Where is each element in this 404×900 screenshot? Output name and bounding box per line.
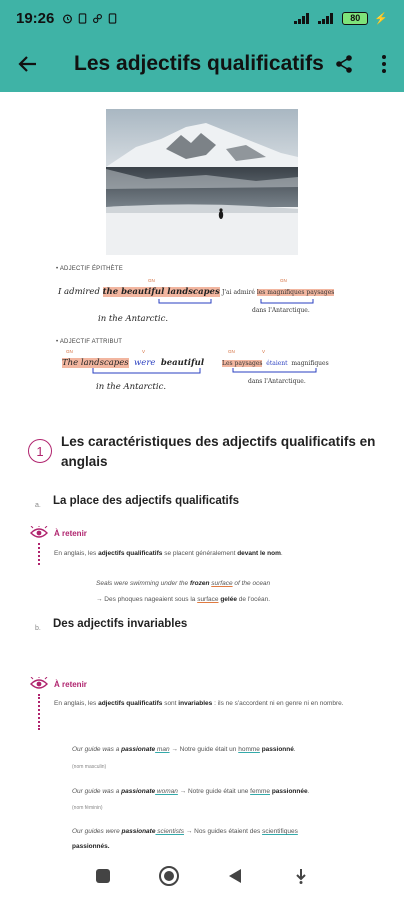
tag-v-2: V [262,349,266,354]
recents-button[interactable] [83,856,123,896]
example-epithete-fr-line2: dans l'Antarctique. [252,307,310,314]
subsection-letter-a: a. [35,502,41,509]
example-attribut-fr-line2: dans l'Antarctique. [248,378,306,385]
retenir-header-2 [30,677,87,691]
download-arrow-icon [294,868,308,884]
label-epithete: • ADJECTIF ÉPITHÈTE [56,266,123,272]
signal-icon-2 [318,13,336,24]
example-scientists-line2: passionnés. [72,843,110,850]
subsection-title-a: La place des adjectifs qualificatifs [53,495,239,507]
status-time: 19:26 [16,9,55,27]
example-attribut-en: The landscapes were beautiful [62,358,205,368]
more-options-button[interactable] [364,36,404,92]
page-title: Les adjectifs qualificatifs [74,52,324,75]
status-bar [0,0,404,36]
share-button[interactable] [324,36,364,92]
retenir-label-1: À retenir [54,528,87,538]
alarm-icon [62,13,73,24]
lesson-content[interactable] [0,92,404,852]
tag-v-1: V [142,349,146,354]
battery-level: 80 [342,12,368,25]
antarctic-landscape-image [106,109,298,255]
square-recents-icon [95,868,111,884]
circle-home-icon [158,865,180,887]
adjective-position-diagram [52,262,362,402]
sim-icon [78,13,87,24]
charging-icon: ⚡ [374,12,388,25]
status-notification-icons [62,13,117,24]
example-epithete-en: I admired the beautiful landscapes [58,287,220,297]
example-frozen-fr: → Des phoques nageaient sous la surface gelée de l'océan. [96,596,270,603]
tag-gn-2: GN [280,278,287,283]
note-masculin: (nom masculin) [72,764,107,770]
more-vert-icon [381,54,387,74]
example-man: Our guide was a passionate man → Notre guide était un homme passionné. [72,746,296,753]
example-epithete-en-line2: in the Antarctic. [98,314,169,324]
bracket-2 [260,299,315,305]
bracket-1 [158,299,213,305]
home-button[interactable] [149,856,189,896]
arrow-left-icon [18,54,38,74]
back-button[interactable] [0,36,56,92]
bracket-3 [92,368,202,376]
rule-invariable-text: En anglais, les adjectifs qualificatifs sont invariables : ils ne s'accordent ni en genre ni en nombre. [54,700,344,707]
rule-placement-text: En anglais, les adjectifs qualificatifs se placent généralement devant le nom. [54,550,283,557]
example-woman: Our guide was a passionate woman → Notre guide était une femme passionnée. [72,788,310,795]
status-system-icons [294,12,388,25]
bracket-4 [232,368,318,374]
label-attribut: • ADJECTIF ATTRIBUT [56,339,123,345]
tag-gn-3: GN [66,349,73,354]
link-icon [92,13,103,24]
retenir-dotline-2 [38,694,40,730]
retenir-label-2: À retenir [54,679,87,689]
system-nav-bar [0,852,404,900]
extra-nav-button[interactable] [281,856,321,896]
example-attribut-fr: Les paysages étaient magnifiques [222,360,329,367]
example-frozen-en: Seals were swimming under the frozen surface of the ocean [96,580,271,587]
eye-icon [30,677,48,691]
section-title: Les caractéristiques des adjectifs qualificatifs en anglais [61,434,376,469]
back-nav-button[interactable] [215,856,255,896]
signal-icon [294,13,312,24]
tag-gn-4: GN [228,349,235,354]
share-icon [334,54,354,74]
triangle-back-icon [227,868,243,884]
retenir-header-1 [30,526,87,540]
app-bar [0,36,404,92]
sim-icon-2 [108,13,117,24]
note-feminin: (nom féminin) [72,805,103,811]
example-scientists: Our guides were passionate scientists → Nos guides étaient des scientifiques [72,828,298,835]
tag-gn-1: GN [148,278,155,283]
example-epithete-fr: J'ai admiré les magnifiques paysages [222,289,335,296]
subsection-title-b: Des adjectifs invariables [53,618,188,630]
example-attribut-en-line2: in the Antarctic. [96,382,167,392]
retenir-dotline-1 [38,543,40,565]
subsection-letter-b: b. [35,625,41,632]
section-number-badge: 1 [28,439,52,463]
eye-icon [30,526,48,540]
